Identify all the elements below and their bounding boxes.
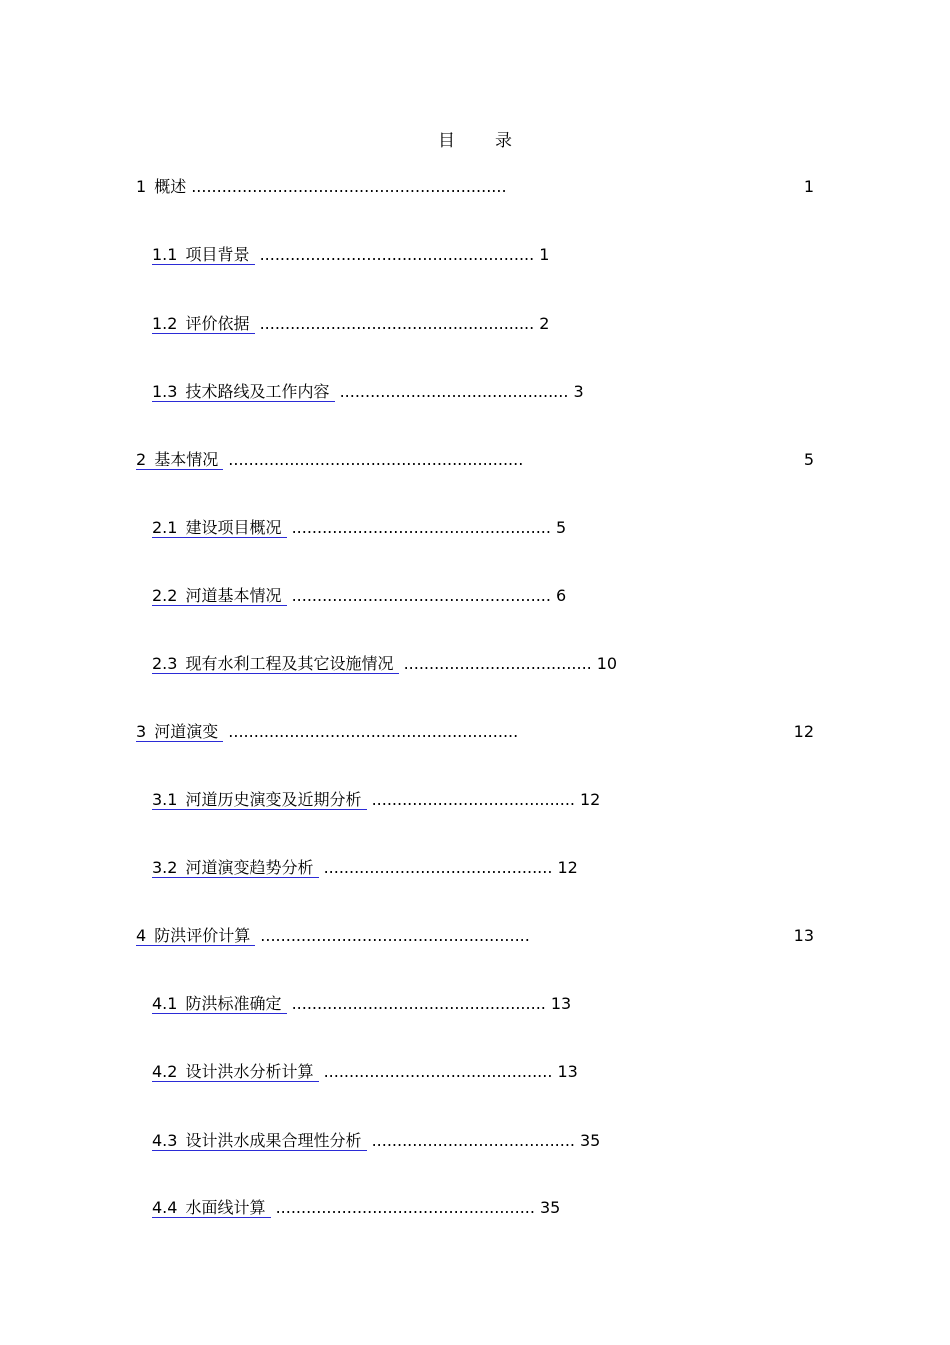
toc-entry-number: 4.1 <box>152 994 178 1013</box>
toc-title-char: 录 <box>495 131 512 151</box>
toc-entry-number: 1 <box>136 177 147 196</box>
toc-entry-label: 建设项目概况 <box>185 518 282 537</box>
toc-entry-leader: ...................................................... <box>259 245 535 264</box>
toc-entry[interactable] <box>136 176 507 198</box>
toc-entry-page: 1 <box>803 177 814 196</box>
toc-link-pad <box>265 1198 270 1217</box>
toc-entry-label: 技术路线及工作内容 <box>185 382 330 401</box>
toc-link-pad <box>281 586 286 605</box>
toc-link-pad <box>281 994 286 1013</box>
toc-entry-page: 12 <box>793 722 814 741</box>
toc-link-pad <box>281 518 286 537</box>
toc-entry-leader: ............................................. <box>323 1062 553 1081</box>
toc-entry-number: 2.1 <box>152 518 178 537</box>
toc-entry-leader: ..................................................... <box>260 926 530 945</box>
toc-entry-page: 35 <box>539 1198 561 1217</box>
toc-entry-link[interactable] <box>152 1198 271 1218</box>
toc-entry-leader: ................................................... <box>275 1198 535 1217</box>
toc-link-pad <box>361 790 366 809</box>
toc-entry[interactable] <box>152 789 600 811</box>
toc-link-pad <box>218 722 223 741</box>
toc-link-pad <box>249 245 254 264</box>
toc-entry-link[interactable] <box>136 722 223 742</box>
toc-entry-leader: ......................................................... <box>228 722 519 741</box>
toc-entry-page: 3 <box>573 382 584 401</box>
toc-entry-link[interactable] <box>136 926 255 946</box>
toc-entry[interactable] <box>152 1197 560 1219</box>
toc-entry[interactable] <box>152 381 584 403</box>
toc-title-char: 目 <box>438 131 455 151</box>
toc-entry-label: 项目背景 <box>185 245 250 264</box>
toc-entry-leader: ............................................. <box>339 382 569 401</box>
toc-entry-label: 评价依据 <box>185 314 250 333</box>
toc-link-pad <box>393 654 398 673</box>
toc-entry-link[interactable] <box>152 858 319 878</box>
toc-entry-number: 1.2 <box>152 314 178 333</box>
toc-entry-page: 35 <box>580 1131 601 1150</box>
toc-entry-link[interactable] <box>152 1062 319 1082</box>
toc-entry-link[interactable] <box>152 1131 367 1151</box>
toc-entry-page: 2 <box>539 314 550 333</box>
toc-entry-leader: .......................................................... <box>228 450 524 469</box>
toc-link-pad <box>250 926 255 945</box>
toc-entry-number: 4.4 <box>152 1198 178 1217</box>
toc-entry[interactable] <box>136 925 530 947</box>
toc-entry-label: 河道演变 <box>154 722 219 741</box>
toc-entry-leader: ................................................... <box>291 586 551 605</box>
toc-entry-label: 现有水利工程及其它设施情况 <box>185 654 394 673</box>
toc-entry[interactable] <box>152 313 549 335</box>
toc-entry-leader: ...................................................... <box>259 314 535 333</box>
toc-entry[interactable] <box>152 857 578 879</box>
toc-entry[interactable] <box>152 993 571 1015</box>
toc-entry[interactable] <box>136 449 523 471</box>
toc-entry-page: 13 <box>557 1062 578 1081</box>
toc-entry-page: 5 <box>555 518 567 537</box>
toc-entry-page: 10 <box>596 654 618 673</box>
toc-entry-link[interactable] <box>152 654 399 674</box>
toc-entry-page: 6 <box>555 586 567 605</box>
toc-entry-link[interactable] <box>136 450 223 470</box>
toc-entry-leader: ............................................. <box>323 858 553 877</box>
toc-entry[interactable] <box>152 1130 600 1152</box>
toc-link-pad <box>329 382 334 401</box>
toc-entry[interactable] <box>152 585 566 607</box>
toc-link-pad <box>313 858 318 877</box>
toc-entry-label: 设计洪水成果合理性分析 <box>185 1131 362 1150</box>
toc-entry-label: 概述 <box>154 177 187 196</box>
toc-entry-label: 河道基本情况 <box>185 586 282 605</box>
toc-link-pad <box>218 450 223 469</box>
toc-entry-leader: .............................................................. <box>191 177 507 196</box>
toc-entry-number: 4 <box>136 926 147 945</box>
toc-entry-page: 13 <box>550 994 572 1013</box>
toc-entry-label: 水面线计算 <box>185 1198 266 1217</box>
toc-link-pad <box>313 1062 318 1081</box>
toc-title <box>0 126 950 151</box>
toc-entry-link[interactable] <box>136 177 186 196</box>
toc-entry-number: 2.3 <box>152 654 178 673</box>
toc-entry-number: 2 <box>136 450 147 469</box>
toc-entry-leader: ................................................... <box>291 518 551 537</box>
toc-entry[interactable] <box>152 653 617 675</box>
toc-entry-leader: ..................................... <box>403 654 592 673</box>
toc-entry[interactable] <box>152 244 549 266</box>
toc-entry-leader: ........................................ <box>371 790 575 809</box>
toc-entry-number: 4.3 <box>152 1131 178 1150</box>
toc-entry-link[interactable] <box>152 994 287 1014</box>
toc-entry-number: 3.1 <box>152 790 178 809</box>
toc-link-pad <box>249 314 254 333</box>
toc-entry-link[interactable] <box>152 314 255 334</box>
toc-entry-number: 4.2 <box>152 1062 178 1081</box>
toc-entry-link[interactable] <box>152 790 367 810</box>
toc-entry[interactable] <box>136 721 518 743</box>
toc-entry-number: 1.3 <box>152 382 178 401</box>
toc-entry-leader: ........................................ <box>371 1131 575 1150</box>
toc-entry-label: 河道历史演变及近期分析 <box>185 790 362 809</box>
toc-entry-label: 防洪评价计算 <box>154 926 251 945</box>
toc-entry-label: 基本情况 <box>154 450 219 469</box>
toc-entry-link[interactable] <box>152 245 255 265</box>
toc-entry-link[interactable] <box>152 518 287 538</box>
toc-entry-page: 1 <box>539 245 550 264</box>
toc-entry-link[interactable] <box>152 586 287 606</box>
toc-link-pad <box>361 1131 366 1150</box>
toc-entry-number: 3 <box>136 722 147 741</box>
toc-entry-leader: .................................................. <box>291 994 546 1013</box>
toc-entry-number: 3.2 <box>152 858 178 877</box>
toc-entry-link[interactable] <box>152 382 335 402</box>
toc-entry-label: 设计洪水分析计算 <box>185 1062 314 1081</box>
toc-entry-label: 河道演变趋势分析 <box>185 858 314 877</box>
toc-entry-page: 12 <box>557 858 578 877</box>
toc-entry-page: 5 <box>803 450 814 469</box>
toc-entry-number: 1.1 <box>152 245 178 264</box>
toc-entry-page: 13 <box>793 926 814 945</box>
toc-entry-page: 12 <box>580 790 601 809</box>
toc-entry[interactable] <box>152 517 566 539</box>
toc-entry-label: 防洪标准确定 <box>185 994 282 1013</box>
toc-entry[interactable] <box>152 1061 578 1083</box>
toc-entry-number: 2.2 <box>152 586 178 605</box>
